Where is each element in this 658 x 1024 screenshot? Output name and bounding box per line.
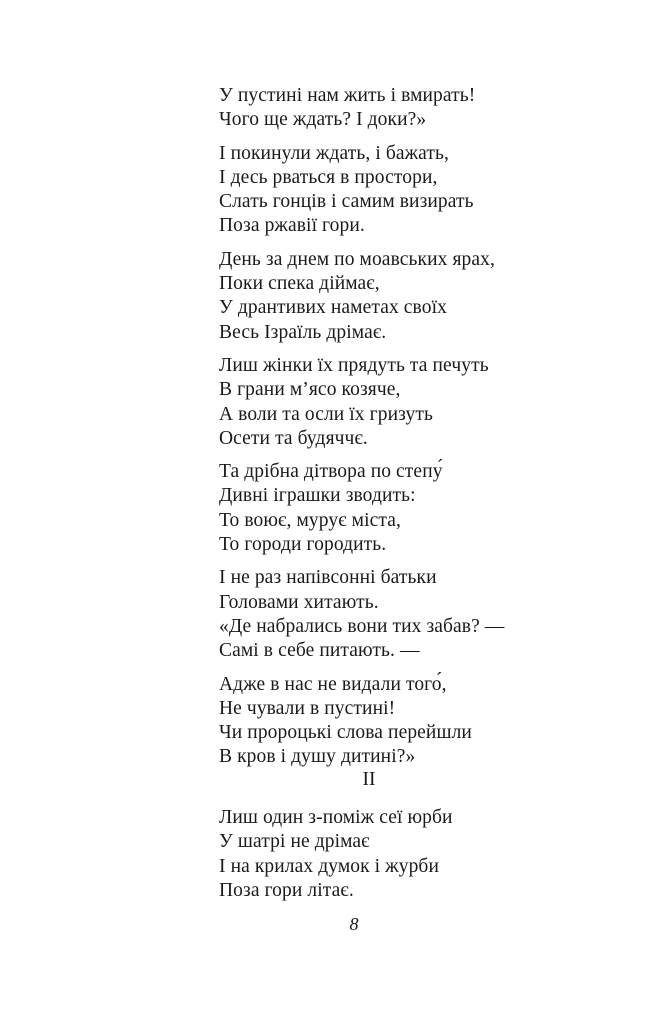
stanza [219,460,579,557]
poem-line: Головами хитають. [219,591,379,613]
poem-line: І не раз напівсонні батьки [219,567,437,589]
poem-line: І покинули ждать, і бажать, [219,142,450,164]
poem-line: А воли та осли їх гризуть [219,403,433,425]
poem-line: І на крилах думок і журби [219,855,439,877]
poem-line: То городи городить. [219,534,387,556]
poem-part-two [219,806,579,912]
stanza [219,248,579,345]
stanza [219,84,579,133]
poem-line: Адже в нас не видали того́, [219,673,447,695]
stanza [219,673,579,770]
poem-line: Та дрібна дітвора по степу́ [219,461,443,483]
poem-line: Лиш жінки їх прядуть та печуть [219,354,489,376]
poem-line: Самі в себе питають. — [219,640,420,662]
poem-line: Поза гори літає. [219,879,354,901]
poem-line: День за днем по моавських ярах, [219,248,495,270]
poem-line: У дрантивих наметах своїх [219,297,447,319]
poem-line: У шатрі не дрімає [219,831,370,853]
poem-line: Лиш один з-поміж сеї юрби [219,807,453,828]
poem-line: То воює, мурує міста, [219,509,401,531]
poem-line: Дивні іграшки зводить: [219,485,416,507]
poem-line: У пустині нам жить і вмирать! [219,85,476,106]
poem-line: Не чували в пустині! [219,697,396,719]
page-number: 8 [349,914,359,934]
stanza [219,566,579,663]
poem-line: В кров і душу дитині?» [219,746,416,768]
poem-line: Осети та будяччє. [219,427,368,449]
stanza [219,142,579,239]
poem-line: Поки спека діймає, [219,273,380,295]
poem-line: «Де набрались вони тих забав? — [219,615,505,637]
poem-part-one [219,84,579,779]
section-heading: II [362,769,376,790]
poem-line: Чого ще ждать? І доки?» [219,109,427,131]
poem-line: Чи пророцькі слова перейшли [219,722,472,744]
stanza [219,806,579,903]
poem-line: Весь Ізраїль дрімає. [219,321,387,343]
poem-line: Поза ржавії гори. [219,215,365,237]
poem-line: І десь рваться в простори, [219,166,438,188]
stanza [219,354,579,451]
poem-line: Слать гонців і самим визирать [219,191,474,213]
poem-line: В грани м’ясо козяче, [219,379,401,401]
